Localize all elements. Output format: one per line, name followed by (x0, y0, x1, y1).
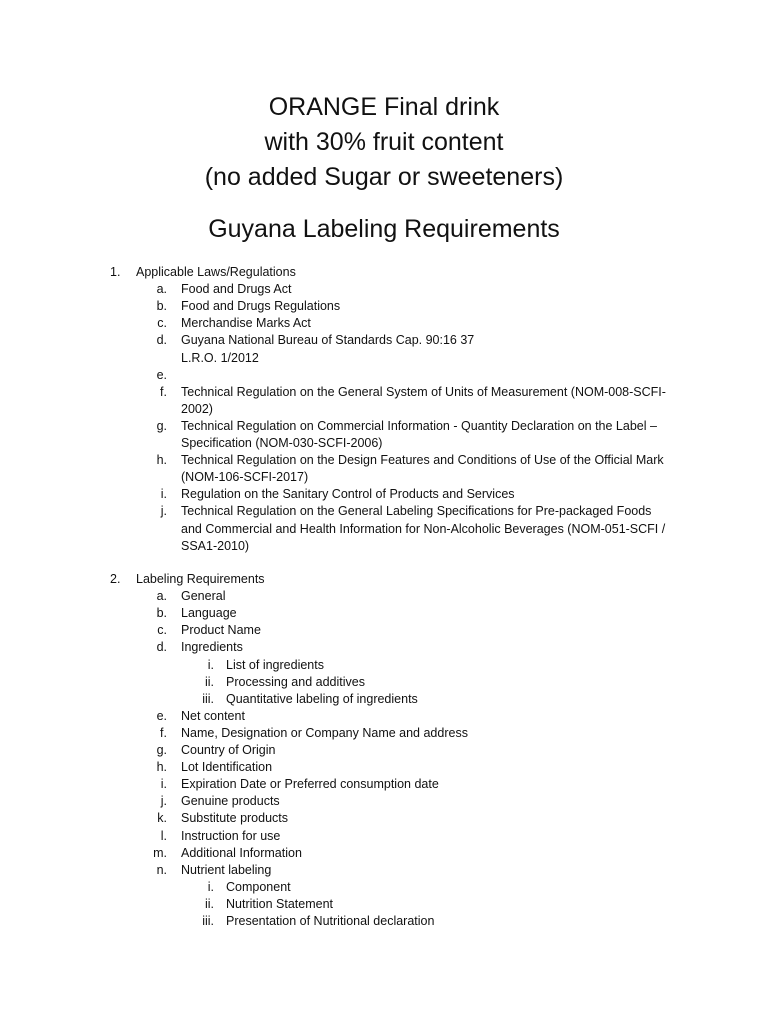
sub-list-item-text: Quantitative labeling of ingredients (226, 691, 418, 706)
sub-list-item-text: Nutrition Statement (226, 896, 333, 911)
list-item-text: Technical Regulation on Commercial Information - Quantity Declaration on the Label – (181, 418, 657, 433)
section-number: 2. (110, 572, 121, 586)
list-item-text: Technical Regulation on the General System of Units of Measurement (NOM-008-SCFI- (181, 384, 666, 399)
list-item-text: Merchandise Marks Act (181, 316, 311, 331)
title-line: ORANGE Final drink (268, 93, 500, 121)
section-number: 1. (110, 265, 121, 279)
sub-list-marker: i. (207, 657, 214, 672)
section-heading-text: Applicable Laws/Regulations (136, 265, 296, 279)
list-marker: b. (156, 299, 167, 314)
list-marker: f. (160, 725, 167, 740)
section-heading-text: Labeling Requirements (136, 572, 265, 586)
sub-list-item-text: List of ingredients (226, 657, 324, 672)
list-item-text: Specification (NOM-030-SCFI-2006) (181, 436, 383, 450)
list-item-text: Additional Information (181, 845, 302, 860)
list-item-text: Net content (181, 708, 245, 723)
sub-list-marker: ii. (204, 674, 214, 689)
list-item-text: L.R.O. 1/2012 (181, 350, 259, 365)
list-item-text: Food and Drugs Act (181, 282, 292, 297)
list-item-text: General (181, 589, 226, 604)
list-marker: h. (156, 760, 167, 775)
list-item-text: Regulation on the Sanitary Control of Products and Services (181, 487, 515, 502)
sub-list-marker: i. (207, 879, 214, 894)
list-item-text: Name, Designation or Company Name and address (181, 725, 468, 740)
title-line: (no added Sugar or sweeteners) (204, 163, 564, 191)
sub-list-item-text: Presentation of Nutritional declaration (226, 914, 435, 928)
document-title (0, 90, 768, 195)
list-item-text: Substitute products (181, 811, 289, 826)
list-marker: i. (160, 487, 167, 502)
list-item-text: and Commercial and Health Information for Non-Alcoholic Beverages (NOM-051-SCFI / (181, 521, 666, 536)
list-item-text: Country of Origin (181, 743, 276, 757)
sub-list-marker: ii. (204, 896, 214, 911)
sub-list-item-text: Component (226, 879, 291, 894)
list-marker: g. (156, 743, 167, 757)
list-item-text: Technical Regulation on the Design Features and Conditions of Use of the Official Mark (181, 453, 664, 468)
list-marker: m. (153, 845, 167, 860)
list-item-text: (NOM-106-SCFI-2017) (181, 470, 309, 485)
list-marker: e. (156, 708, 167, 723)
list-marker: j. (160, 504, 167, 519)
list-item-text: SSA1-2010) (181, 538, 250, 553)
list-item-text: Guyana National Bureau of Standards Cap. 90:16 37 (181, 333, 475, 348)
list-marker: d. (156, 640, 167, 655)
section-heading (110, 264, 296, 281)
list-marker: h. (156, 453, 167, 468)
list-marker: l. (160, 828, 167, 843)
title-line: with 30% fruit content (264, 128, 504, 156)
list-item-text: Ingredients (181, 640, 243, 655)
list-item-text: Expiration Date or Preferred consumption date (181, 777, 439, 792)
list-item-text: Language (181, 606, 237, 621)
list-item-text: Product Name (181, 623, 261, 638)
list-item-text: Instruction for use (181, 828, 281, 843)
section-heading (110, 571, 265, 588)
sub-list-marker: iii. (202, 691, 214, 706)
document-subtitle: Guyana Labeling Requirements (208, 215, 560, 243)
list-marker: g. (156, 418, 167, 433)
list-item-text: 2002) (181, 401, 213, 416)
sub-list-marker: iii. (202, 914, 214, 928)
list-marker: f. (160, 384, 167, 399)
list-item-text: Food and Drugs Regulations (181, 299, 341, 314)
list-marker: j. (160, 794, 167, 809)
list-marker: a. (156, 589, 167, 604)
list-marker: c. (157, 316, 167, 331)
list-marker: e. (156, 367, 167, 382)
list-item-text: Lot Identification (181, 760, 273, 775)
list-item-text: Technical Regulation on the General Labeling Specifications for Pre-packaged Foods (181, 504, 652, 519)
list-item-text: Genuine products (181, 794, 280, 809)
list-marker: a. (156, 282, 167, 297)
list-marker: k. (157, 811, 167, 826)
list-marker: c. (157, 623, 167, 638)
list-marker: i. (160, 777, 167, 792)
list-marker: b. (156, 606, 167, 621)
sub-list-item-text: Processing and additives (226, 674, 365, 689)
list-marker: n. (156, 862, 167, 877)
list-item-text: Nutrient labeling (181, 862, 272, 877)
list-marker: d. (156, 333, 167, 348)
